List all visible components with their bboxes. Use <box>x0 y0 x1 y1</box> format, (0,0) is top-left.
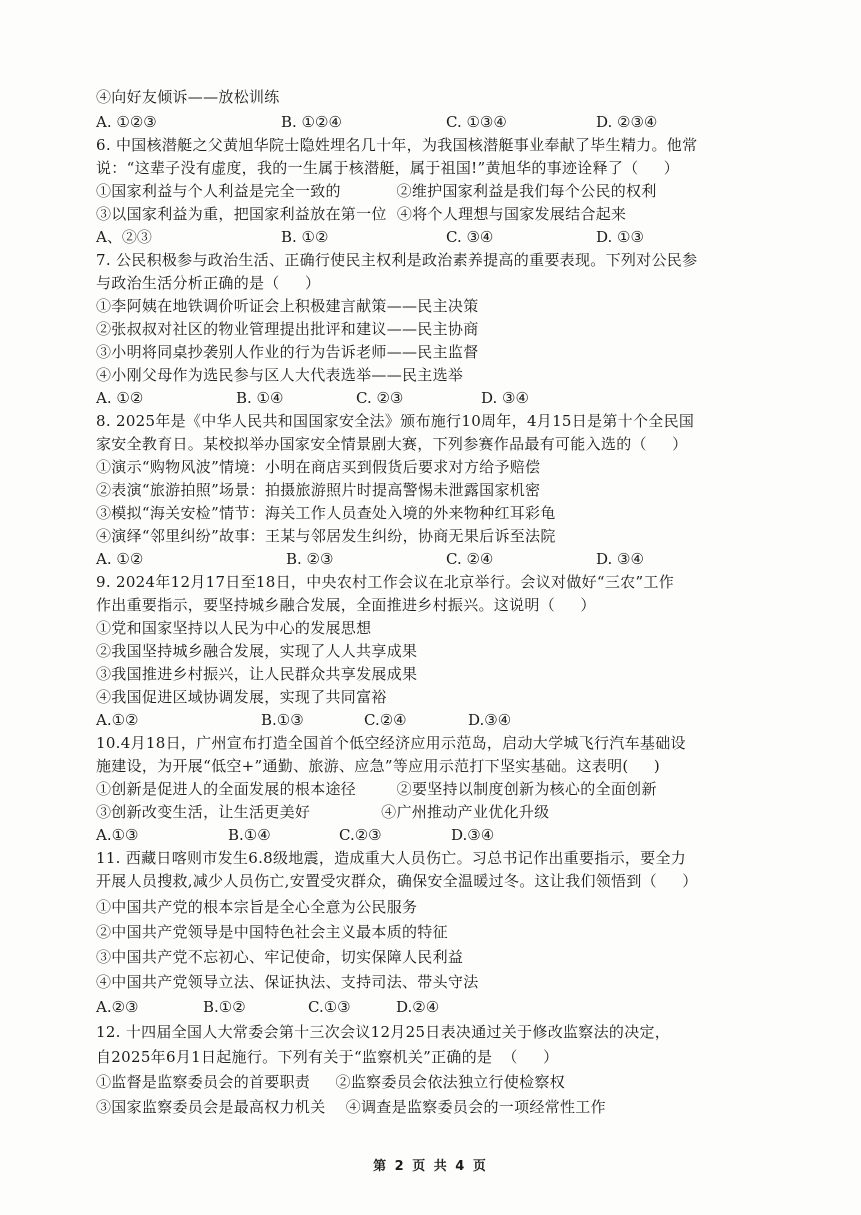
q7-option-c: C. ②③ <box>356 389 404 407</box>
q7-item-4: ④小刚父母作为选民参与区人大代表选举——民主选举 <box>96 366 464 384</box>
q9-item-4: ④我国促进区域协调发展，实现了共同富裕 <box>96 688 387 706</box>
q11-stem-line-2: 开展人员搜救,减少人员伤亡,安置受灾群众，确保安全温暖过冬。这让我们领悟到（ ） <box>96 872 698 890</box>
q11-item-3: ③中国共产党不忘初心、牢记使命，切实保障人民利益 <box>96 948 464 966</box>
q8-stem-line-2: 家安全教育日。某校拟举办国家安全情景剧大赛，下列参赛作品最有可能入选的（ ） <box>96 435 688 453</box>
q7-option-b: B. ①④ <box>236 389 284 407</box>
q6-option-c: C. ③④ <box>446 228 494 246</box>
q8-item-4: ④演绎“邻里纠纷”故事：王某与邻居发生纠纷，协商无果后诉至法院 <box>96 527 556 545</box>
q7-options <box>96 388 736 408</box>
q7-item-1: ①李阿姨在地铁调价听证会上积极建言献策——民主决策 <box>96 297 479 315</box>
q11-item-4: ④中国共产党领导立法、保证执法、支持司法、带头守法 <box>96 973 479 991</box>
q5-option-b: B. ①②④ <box>281 113 342 131</box>
q6-option-a: A、②③ <box>96 228 152 246</box>
q6-items-3-4: ③以国家利益为重，把国家利益放在第一位 ④将个人理想与国家发展结合起来 <box>96 205 627 223</box>
q6-stem-line-1: 6. 中国核潜艇之父黄旭华院士隐姓埋名几十年，为我国核潜艇事业奉献了毕生精力。他常 <box>96 136 698 154</box>
q5-item-4: ④向好友倾诉——放松训练 <box>96 88 280 106</box>
q11-item-2: ②中国共产党领导是中国特色社会主义最本质的特征 <box>96 923 448 941</box>
q10-stem-line-2: 施建设，为开展“低空+”通勤、旅游、应急”等应用示范打下坚实基础。这表明( ) <box>96 757 661 775</box>
q7-stem-line-2: 与政治生活分析正确的是（ ） <box>96 274 321 292</box>
q5-option-a: A. ①②③ <box>96 113 157 131</box>
q9-item-2: ②我国坚持城乡融合发展，实现了人人共享成果 <box>96 642 418 660</box>
q5-options <box>96 112 736 132</box>
q7-option-d: D. ③④ <box>481 389 529 407</box>
q10-items-1-2: ①创新是促进人的全面发展的根本途径 ②要坚持以制度创新为核心的全面创新 <box>96 780 657 798</box>
q11-stem-line-1: 11. 西藏日喀则市发生6.8级地震，造成重大人员伤亡。习总书记作出重要指示，要全力 <box>96 849 687 867</box>
q9-stem-line-1: 9. 2024年12月17日至18日，中央农村工作会议在北京举行。会议对做好“三农”工作 <box>96 573 675 591</box>
q12-items-1-2: ①监督是监察委员会的首要职责 ②监察委员会依法独立行使检察权 <box>96 1073 566 1091</box>
q6-option-b: B. ①② <box>281 228 329 246</box>
q7-stem-line-1: 7. 公民积极参与政治生活、正确行使民主权利是政治素养提高的重要表现。下列对公民参 <box>96 251 698 269</box>
q5-option-c: C. ①③④ <box>446 113 507 131</box>
q12-stem-line-2: 自2025年6月1日起施行。下列有关于“监察机关”正确的是 （ ） <box>96 1048 559 1066</box>
q9-item-3: ③我国推进乡村振兴，让人民群众共享发展成果 <box>96 665 418 683</box>
q6-option-d: D. ①③ <box>596 228 644 246</box>
q7-option-a: A. ①② <box>96 389 144 407</box>
q7-item-2: ②张叔叔对社区的物业管理提出批评和建议——民主协商 <box>96 320 479 338</box>
q11-item-1: ①中国共产党的根本宗旨是全心全意为公民服务 <box>96 898 418 916</box>
q8-option-d: D. ③④ <box>596 550 644 568</box>
q8-option-b: B. ②③ <box>286 550 334 568</box>
q10-option-b: B.①④ <box>228 826 271 844</box>
q10-stem-line-1: 10.4月18日，广州宣布打造全国首个低空经济应用示范岛，启动大学城飞行汽车基础设 <box>96 734 686 752</box>
q11-option-b: B.①② <box>203 998 246 1016</box>
q10-items-3-4: ③创新改变生活，让生活更美好 ④广州推动产业优化升级 <box>96 803 550 821</box>
q7-item-3: ③小明将同桌抄袭别人作业的行为告诉老师——民主监督 <box>96 343 479 361</box>
q9-item-1: ①党和国家坚持以人民为中心的发展思想 <box>96 619 372 637</box>
q11-option-c: C.①③ <box>308 998 351 1016</box>
q8-item-2: ②表演“旅游拍照”场景：拍摄旅游照片时提高警惕未泄露国家机密 <box>96 481 541 499</box>
q6-options <box>96 227 736 247</box>
q9-options <box>96 710 736 730</box>
q9-option-b: B.①③ <box>261 711 304 729</box>
q10-option-c: C.②③ <box>339 826 382 844</box>
q10-option-a: A.①③ <box>96 826 139 844</box>
q11-option-d: D.②④ <box>396 998 440 1016</box>
page-number-footer: 第 2 页 共 4 页 <box>373 1159 488 1174</box>
q8-stem-line-1: 8. 2025年是《中华人民共和国国家安全法》颁布施行10周年，4月15日是第十个全民国 <box>96 412 695 430</box>
q6-stem-line-2: 说：“这辈子没有虚度，我的一生属于核潜艇，属于祖国!”黄旭华的事迹诠释了（ ） <box>96 159 680 177</box>
q9-option-c: C.②④ <box>364 711 407 729</box>
q8-item-1: ①演示“购物风波”情境：小明在商店买到假货后要求对方给予赔偿 <box>96 458 541 476</box>
q9-stem-line-2: 作出重要指示，要坚持城乡融合发展，全面推进乡村振兴。这说明（ ） <box>96 596 596 614</box>
q10-option-d: D.③④ <box>451 826 495 844</box>
q11-options <box>96 997 736 1017</box>
q8-option-a: A. ①② <box>96 550 144 568</box>
q12-items-3-4: ③国家监察委员会是最高权力机关 ④调查是监察委员会的一项经常性工作 <box>96 1098 606 1116</box>
q10-options <box>96 825 736 845</box>
q6-items-1-2: ①国家利益与个人利益是完全一致的 ②维护国家利益是我们每个公民的权利 <box>96 182 657 200</box>
q8-option-c: C. ②④ <box>446 550 494 568</box>
q5-option-d: D. ②③④ <box>596 113 658 131</box>
q11-option-a: A.②③ <box>96 998 139 1016</box>
q8-options <box>96 549 736 569</box>
q9-option-d: D.③④ <box>468 711 512 729</box>
q8-item-3: ③模拟“海关安检”情节：海关工作人员查处入境的外来物种红耳彩龟 <box>96 504 556 522</box>
q9-option-a: A.①② <box>96 711 139 729</box>
q12-stem-line-1: 12. 十四届全国人大常委会第十三次会议12月25日表决通过关于修改监察法的决定， <box>96 1023 671 1041</box>
